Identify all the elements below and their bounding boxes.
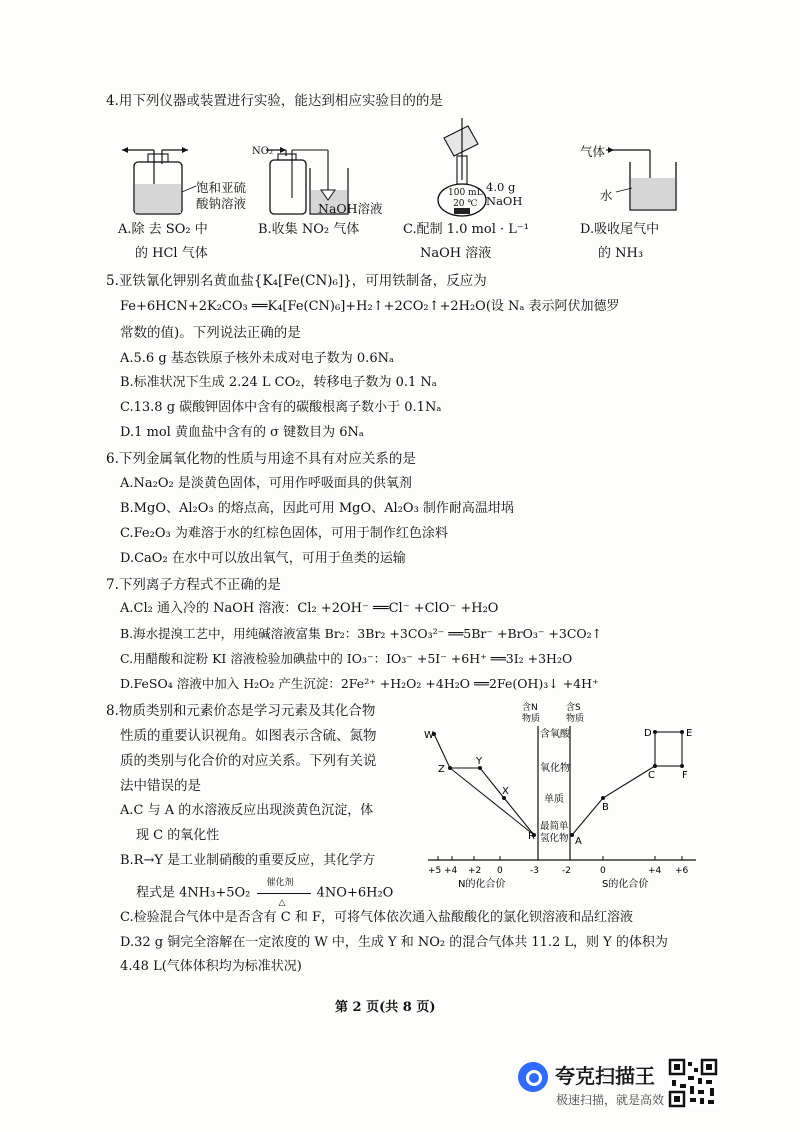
q7-option-a[interactable]: A.Cl₂ 通入冷的 NaOH 溶液：Cl₂ +2OH⁻ ══Cl⁻ +ClO⁻ +H₂O	[120, 601, 499, 616]
n-tick-plus4: +4	[444, 866, 458, 876]
page-footer: 第 2 页(共 8 页)	[335, 1000, 436, 1015]
q8-option-b-line1[interactable]: B.R→Y 是工业制硝酸的重要反应，其化学方	[120, 853, 376, 868]
label-a: A	[575, 836, 582, 847]
q7-stem: 7.下列离子方程式不正确的是	[106, 577, 281, 593]
q7-option-b[interactable]: B.海水提溴工艺中，用纯碱溶液富集 Br₂：3Br₂ +3CO₃²⁻ ══5Br⁻ +BrO₃⁻ +3CO₂↑	[120, 626, 603, 641]
q4-d-water: 水	[600, 188, 613, 203]
q4-option-c-line2[interactable]: NaOH 溶液	[420, 246, 492, 261]
s-header-2: 物质	[566, 714, 585, 724]
catalyst-arrow	[255, 878, 313, 908]
label-x: X	[502, 786, 509, 797]
category-oxide: 氧化物	[540, 763, 570, 774]
equation-right: 4NO+6H₂O	[316, 885, 394, 901]
q4-option-b[interactable]: B.收集 NO₂ 气体	[258, 222, 360, 237]
q5-stem-line1: 5.亚铁氰化钾别名黄血盐{K₄[Fe(CN)₆]}，可用铁制备，反应为	[106, 273, 487, 289]
s-tick-plus6: +6	[675, 866, 689, 876]
q6-option-d[interactable]: D.CaO₂ 在水中可以放出氧气，可用于鱼类的运输	[120, 551, 406, 566]
q4-option-d-line2[interactable]: 的 NH₃	[598, 246, 644, 261]
label-w: W	[424, 730, 434, 741]
label-y: Y	[476, 756, 483, 767]
q5-stem-line2: Fe+6HCN+2K₂CO₃ ══K₄[Fe(CN)₆]+H₂↑+2CO₂↑+2H₂O(设 Nₐ 表示阿伏加德罗	[120, 299, 620, 314]
label-d: D	[644, 728, 652, 739]
q4-d-gas: 气体	[580, 144, 606, 159]
s-tick-plus4: +4	[648, 866, 662, 876]
s-header-1: 含S	[566, 703, 581, 713]
s-acid-oxide-box	[655, 732, 682, 766]
n-axis-title: N的化合价	[458, 879, 506, 890]
n-tick-minus3: -3	[530, 866, 539, 876]
watermark-slogan: 极速扫描，就是高效	[556, 1093, 665, 1107]
q7-option-d[interactable]: D.FeSO₄ 溶液中加入 H₂O₂ 产生沉淀：2Fe²⁺ +H₂O₂ +4H₂O ══2Fe(OH)₃↓ +4H⁺	[120, 676, 599, 691]
n-header-1: 含N	[522, 703, 538, 713]
z-to-r-line	[450, 768, 534, 835]
arrow-icon	[608, 147, 614, 153]
q4-option-c-line1[interactable]: C.配制 1.0 mol · L⁻¹	[403, 222, 529, 237]
category-element: 单质	[544, 794, 564, 805]
n-path	[434, 734, 534, 835]
q8-option-a-line2[interactable]: 现 C 的氧化性	[136, 828, 220, 843]
q8-option-c[interactable]: C.检验混合气体中是否含有 C 和 F，可将气体依次通入盐酸酸化的氯化钡溶液和品红溶液	[120, 910, 633, 925]
gas-bottle	[270, 160, 306, 214]
q4-option-d-line1[interactable]: D.吸收尾气中	[580, 222, 660, 237]
s-tick-0: 0	[600, 866, 606, 876]
q6-option-c[interactable]: C.Fe₂O₃ 为难溶于水的红棕色固体，可用于制作红色涂料	[120, 526, 448, 541]
q8-stem-line1: 8.物质类别和元素价态是学习元素及其化合物	[106, 703, 376, 719]
point-z	[448, 766, 452, 770]
category-hydride-2: 氢化物	[540, 833, 569, 844]
label-r: R	[528, 831, 535, 842]
category-acid: 含氧酸	[540, 729, 570, 740]
qr-code-icon[interactable]	[668, 1058, 718, 1108]
q8-option-d-line2[interactable]: 4.48 L(气体体积均为标准状况)	[120, 959, 302, 974]
catalyst-label: 催化剂	[266, 878, 294, 888]
q4-c-flask-label: 100 mL 20 ℃	[448, 188, 483, 209]
q5-option-b[interactable]: B.标准状况下生成 2.24 L CO₂，转移电子数为 0.1 Nₐ	[120, 375, 437, 390]
q4-option-a-line2[interactable]: 的 HCl 气体	[135, 246, 208, 261]
valence-category-chart	[420, 700, 710, 890]
q6-stem: 6.下列金属氧化物的性质与用途不具有对应关系的是	[106, 451, 416, 467]
beaker-tilted	[444, 126, 478, 156]
q4-a-label: 饱和亚硫 酸钠溶液	[196, 180, 247, 211]
label-e: E	[686, 728, 693, 739]
label-c: C	[648, 770, 655, 781]
point-e	[680, 730, 684, 734]
arrow-icon	[122, 147, 128, 153]
q5-option-d[interactable]: D.1 mol 黄血盐中含有的 σ 键数目为 6Nₐ	[120, 425, 364, 440]
n-tick-0: 0	[497, 866, 503, 876]
s-tick-minus2: -2	[562, 866, 571, 876]
point-b	[601, 796, 605, 800]
point-c	[653, 764, 657, 768]
point-a	[570, 833, 574, 837]
q4-b-label: NaOH溶液	[318, 201, 383, 216]
q8-stem-line4: 法中错误的是	[120, 778, 201, 794]
q4-option-a-line1[interactable]: A.除 去 SO₂ 中	[118, 222, 208, 237]
arrow-icon	[182, 147, 188, 153]
q8-option-b-line2[interactable]	[136, 878, 394, 908]
q8-option-d-line1[interactable]: D.32 g 铜完全溶解在一定浓度的 W 中，生成 Y 和 NO₂ 的混合气体共 11.2 L，则 Y 的体积为	[120, 935, 668, 950]
q7-option-c[interactable]: C.用醋酸和淀粉 KI 溶液检验加碘盐中的 IO₃⁻：IO₃⁻ +5I⁻ +6H⁺ ══3I₂ +3H₂O	[120, 651, 573, 666]
liquid	[135, 184, 181, 213]
q5-option-c[interactable]: C.13.8 g 碳酸钾固体中含有的碳酸根离子数小于 0.1Nₐ	[120, 400, 442, 415]
label-b: B	[602, 802, 609, 813]
n-header-2: 物质	[522, 714, 541, 724]
point-f	[680, 764, 684, 768]
label-z: Z	[438, 764, 445, 775]
n-tick-plus2: +2	[468, 866, 482, 876]
q5-stem-line3: 常数的值)。下列说法正确的是	[120, 325, 301, 341]
heat-symbol: △	[278, 898, 286, 908]
label-f: F	[682, 770, 688, 781]
bottle-neck	[148, 154, 168, 162]
q8-stem-line2: 性质的重要认识视角。如图表示含硫、氮物	[120, 728, 377, 744]
q4-stem: 4.用下列仪器或装置进行实验，能达到相应实验目的的是	[106, 93, 443, 109]
q6-option-a[interactable]: A.Na₂O₂ 是淡黄色固体，可用作呼吸面具的供氧剂	[120, 476, 412, 491]
q4-b-gas: NO₂	[252, 146, 273, 157]
point-d	[653, 730, 657, 734]
s-axis-title: S的化合价	[602, 879, 649, 890]
quark-logo-icon	[518, 1062, 548, 1092]
equation-left: 程式是 4NH₃+5O₂	[136, 885, 251, 901]
q8-option-a-line1[interactable]: A.C 与 A 的水溶液反应出现淡黄色沉淀，体	[120, 803, 374, 818]
q6-option-b[interactable]: B.MgO、Al₂O₃ 的熔点高，因此可用 MgO、Al₂O₃ 制作耐高温坩埚	[120, 501, 514, 516]
q4-c-reagent: 4.0 g NaOH	[486, 180, 523, 208]
s-path	[572, 766, 655, 835]
category-hydride-1: 最简单	[540, 821, 569, 832]
n-tick-plus5: +5	[428, 866, 442, 876]
arrow-icon	[280, 147, 286, 153]
watermark-brand: 夸克扫描王	[555, 1064, 655, 1088]
q5-option-a[interactable]: A.5.6 g 基态铁原子核外未成对电子数为 0.6Nₐ	[120, 351, 394, 366]
q8-stem-line3: 质的类别与化合价的对应关系。下列有关说	[120, 753, 377, 769]
